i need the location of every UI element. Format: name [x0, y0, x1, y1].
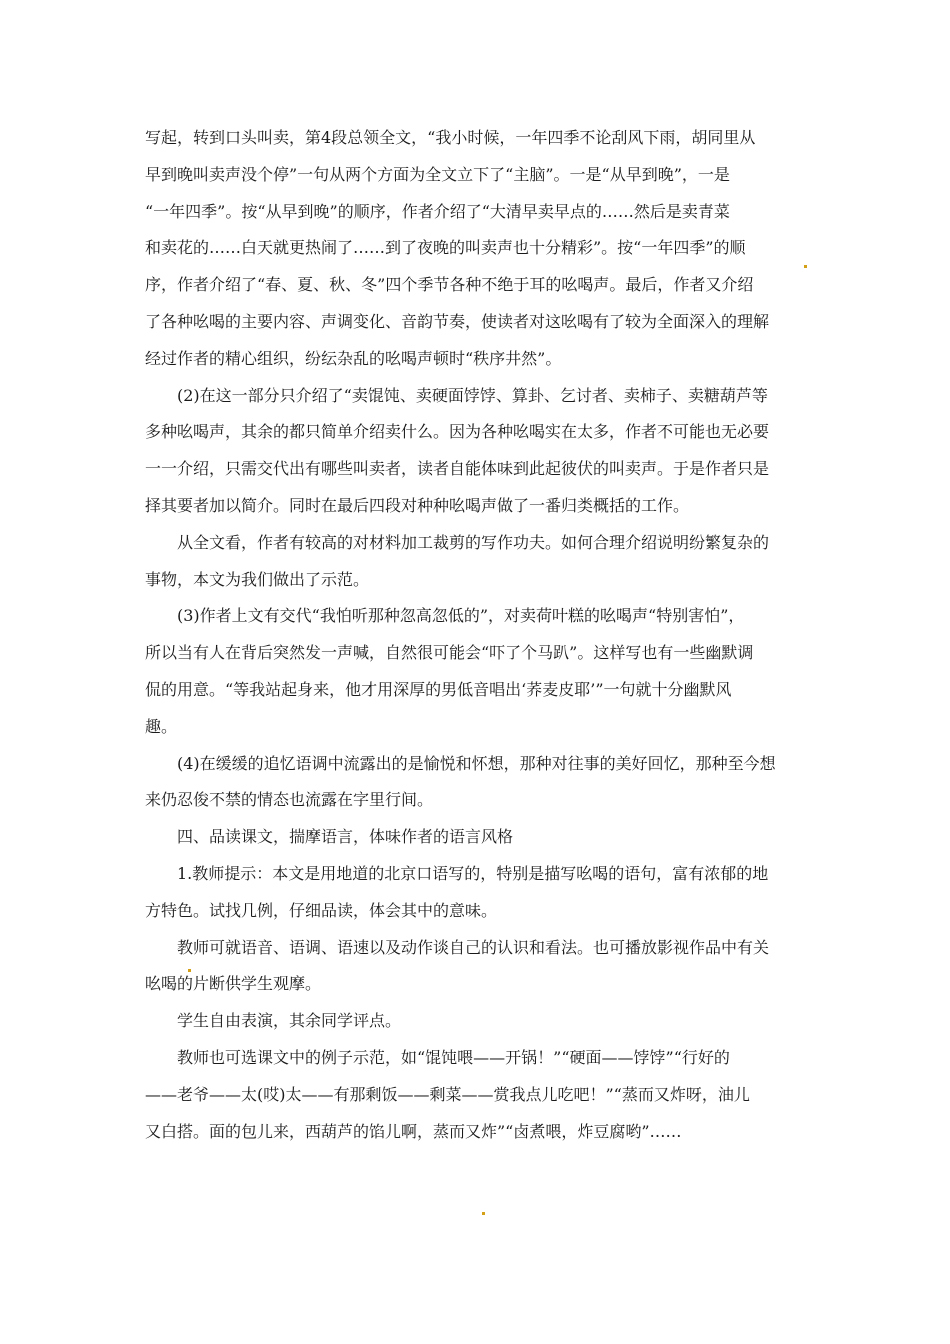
- scan-mark: [188, 969, 191, 972]
- paragraph-start-line: (4)在缓缓的追忆语调中流露出的是愉悦和怀想，那种对往事的美好回忆，那种至今想: [177, 753, 776, 773]
- scan-mark: [482, 1212, 485, 1215]
- paragraph-start-line: 1.教师提示：本文是用地道的北京口语写的，特别是描写吆喝的语句，富有浓郁的地: [177, 863, 769, 883]
- text-line: 和卖花的……白天就更热闹了……到了夜晚的叫卖声也十分精彩”。按“一年四季”的顺: [145, 238, 746, 258]
- document-body: [145, 120, 813, 1150]
- text-line: 一一介绍，只需交代出有哪些叫卖者，读者自能体味到此起彼伏的叫卖声。于是作者只是: [145, 459, 770, 479]
- text-line: “一年四季”。按“从早到晚”的顺序，作者介绍了“大清早卖早点的……然后是卖青菜: [145, 201, 730, 221]
- paragraph-start-line: 从全文看，作者有较高的对材料加工裁剪的写作功夫。如何合理介绍说明纷繁复杂的: [177, 532, 770, 552]
- paragraph-start-line: 学生自由表演，其余同学评点。: [177, 1011, 402, 1031]
- paragraph-start-line: 教师可就语音、语调、语速以及动作谈自己的认识和看法。也可播放影视作品中有关: [177, 937, 770, 957]
- text-line: 经过作者的精心组织，纷纭杂乱的吆喝声顿时“秩序井然”。: [145, 348, 562, 368]
- text-line: 多种吆喝声，其余的都只简单介绍卖什么。因为各种吆喝实在太多，作者不可能也无必要: [145, 422, 770, 442]
- text-line: 事物，本文为我们做出了示范。: [145, 569, 370, 589]
- text-line: 择其要者加以简介。同时在最后四段对种种吆喝声做了一番归类概括的工作。: [145, 495, 690, 515]
- text-line: 方特色。试找几例，仔细品读，体会其中的意味。: [145, 900, 498, 920]
- paragraph-start-line: 教师也可选课文中的例子示范，如“馄饨喂——开锅！”“硬面——饽饽”“行好的: [177, 1047, 730, 1067]
- text-line: 来仍忍俊不禁的情态也流露在字里行间。: [145, 790, 434, 810]
- section-heading: 四、品读课文，揣摩语言，体味作者的语言风格: [177, 827, 514, 847]
- text-line: 又白搭。面的包儿来，西葫芦的馅儿啊，蒸而又炸”“卤煮喂，炸豆腐哟”……: [145, 1121, 682, 1141]
- scan-mark: [804, 265, 807, 268]
- text-line: 趣。: [145, 716, 178, 736]
- paragraph-start-line: (2)在这一部分只介绍了“卖馄饨、卖硬面饽饽、算卦、乞讨者、卖柿子、卖糖葫芦等: [177, 385, 768, 405]
- text-line: 所以当有人在背后突然发一声喊，自然很可能会“吓了个马趴”。这样写也有一些幽默调: [145, 643, 754, 663]
- text-line: 侃的用意。“等我站起身来，他才用深厚的男低音唱出‘荞麦皮耶’”一句就十分幽默风: [145, 679, 732, 699]
- text-line: 吆喝的片断供学生观摩。: [145, 974, 322, 994]
- paragraph-start-line: (3)作者上文有交代“我怕听那种忽高忽低的”，对卖荷叶糕的吆喝声“特别害怕”，: [177, 606, 745, 626]
- text-line: ——老爷——太(哎)太——有那剩饭——剩菜——赏我点儿吃吧！”“蒸而又炸呀，油儿: [145, 1084, 750, 1104]
- text-line: 写起，转到口头叫卖，第4段总领全文，“我小时候，一年四季不论刮风下雨，胡同里从: [145, 128, 756, 147]
- text-line: 序，作者介绍了“春、夏、秋、冬”四个季节各种不绝于耳的吆喝声。最后，作者又介绍: [145, 275, 754, 295]
- text-line: 早到晚叫卖声没个停”一句从两个方面为全文立下了“主脑”。一是“从早到晚”，一是: [145, 164, 730, 184]
- text-line: 了各种吆喝的主要内容、声调变化、音韵节奏，使读者对这吆喝有了较为全面深入的理解: [145, 311, 770, 331]
